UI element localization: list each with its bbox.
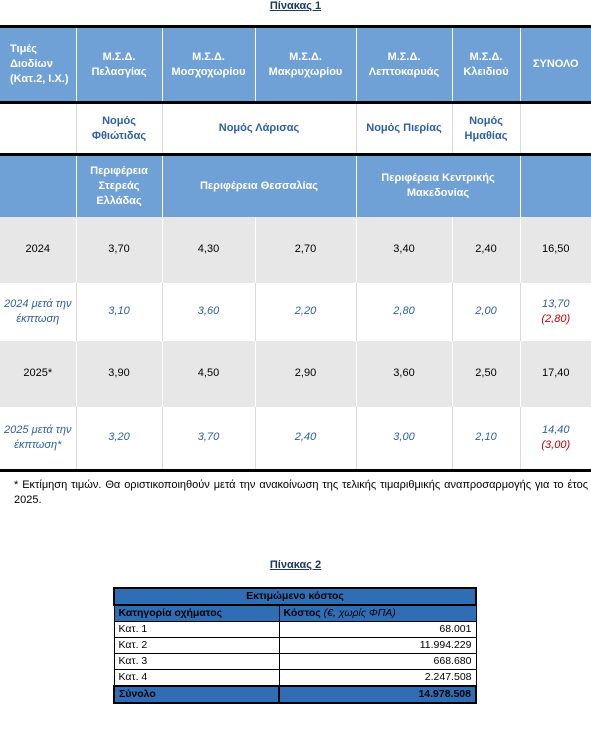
toll-prices-table <box>0 25 591 472</box>
table-row <box>0 407 591 471</box>
col-header-total: ΣΥΝΟΛΟ <box>520 27 591 103</box>
cost-cell: 68.001 <box>279 622 476 638</box>
price-cell: 2,10 <box>452 407 520 471</box>
empty-cell <box>520 103 591 155</box>
region-kentriki-makedonia: Περιφέρεια Κεντρικής Μακεδονίας <box>356 155 520 217</box>
row-label: 2024 μετά την έκπτωση <box>4 297 72 325</box>
table-row <box>0 217 591 283</box>
prefecture-fthiotida: Νομός Φθιώτιδας <box>76 103 162 155</box>
price-cell: 4,30 <box>162 217 255 283</box>
total-cell: 16,50 <box>520 217 591 283</box>
category-cell: Κατ. 4 <box>114 670 279 687</box>
table-row <box>0 341 591 407</box>
prefecture-row <box>0 103 591 155</box>
price-cell: 3,40 <box>356 217 452 283</box>
category-cell: Κατ. 3 <box>114 654 279 670</box>
category-cell: Κατ. 2 <box>114 638 279 654</box>
price-cell: 2,80 <box>356 283 452 341</box>
table-row <box>114 638 476 654</box>
table2-title: Πίνακας 2 <box>269 559 322 571</box>
total-value: 14,40 <box>541 423 570 436</box>
price-cell: 3,10 <box>76 283 162 341</box>
table-row <box>114 622 476 638</box>
cost-table-caption <box>114 588 476 605</box>
total-diff: (3,00) <box>541 438 571 451</box>
table-row <box>114 670 476 687</box>
cost-table <box>113 587 477 704</box>
cost-label: Κόστος <box>283 607 321 619</box>
cost-table-header <box>114 605 476 622</box>
header-row <box>0 27 591 103</box>
row-label: 2025* <box>0 341 76 407</box>
caption-cell: Εκτιμώμενο κόστος <box>114 588 476 605</box>
corner-header: Τιμές Διοδίων (Κατ.2, Ι.Χ.) <box>0 27 76 103</box>
price-cell: 2,40 <box>255 407 356 471</box>
col-header-cost <box>279 605 476 622</box>
category-cell: Κατ. 1 <box>114 622 279 638</box>
price-cell: 3,60 <box>356 341 452 407</box>
table-row <box>114 654 476 670</box>
price-cell: 4,50 <box>162 341 255 407</box>
price-cell: 2,00 <box>452 283 520 341</box>
total-cell: 17,40 <box>520 341 591 407</box>
total-cell <box>520 283 591 341</box>
total-value: 14.978.508 <box>279 686 476 703</box>
price-cell: 2,50 <box>452 341 520 407</box>
cost-cell: 2.247.508 <box>279 670 476 687</box>
price-cell: 2,40 <box>452 217 520 283</box>
price-cell: 2,70 <box>255 217 356 283</box>
col-header-pelasgia: Μ.Σ.Δ. Πελασγίας <box>76 27 162 103</box>
cost-note: (€, χωρίς ΦΠΑ) <box>323 607 396 619</box>
total-label: Σύνολο <box>114 686 279 703</box>
row-label: 2024 <box>0 217 76 283</box>
price-cell: 3,60 <box>162 283 255 341</box>
table1-title: Πίνακας 1 <box>269 0 322 12</box>
price-cell: 2,20 <box>255 283 356 341</box>
price-cell: 3,70 <box>162 407 255 471</box>
price-cell: 3,20 <box>76 407 162 471</box>
region-thessalia: Περιφέρεια Θεσσαλίας <box>162 155 356 217</box>
total-row <box>114 686 476 703</box>
cost-cell: 11.994.229 <box>279 638 476 654</box>
row-label: 2025 μετά την έκπτωση* <box>4 423 72 451</box>
col-header-kleidi: Μ.Σ.Δ. Κλειδιού <box>452 27 520 103</box>
empty-cell <box>0 155 76 217</box>
total-cell <box>520 407 591 471</box>
table-row <box>0 283 591 341</box>
col-header-moschochori: Μ.Σ.Δ. Μοσχοχωρίου <box>162 27 255 103</box>
footnote: * Εκτίμηση τιμών. Θα οριστικοποιηθούν μετά την ανακοίνωση της τελικής τιμαριθμικής αναπροσαρμογής για το έτος 2025. <box>14 479 588 506</box>
price-cell: 2,90 <box>255 341 356 407</box>
prefecture-larisa: Νομός Λάρισας <box>162 103 356 155</box>
empty-cell <box>0 103 76 155</box>
cost-cell: 668.680 <box>279 654 476 670</box>
region-sterea-ellada: Περιφέρεια Στερεάς Ελλάδας <box>76 155 162 217</box>
col-header-leptokarya: Μ.Σ.Δ. Λεπτοκαρυάς <box>356 27 452 103</box>
prefecture-pieria: Νομός Πιερίας <box>356 103 452 155</box>
price-cell: 3,00 <box>356 407 452 471</box>
region-row <box>0 155 591 217</box>
col-header-makrychori: Μ.Σ.Δ. Μακρυχωρίου <box>255 27 356 103</box>
col-header-category: Κατηγορία οχήματος <box>114 605 279 622</box>
price-cell: 3,90 <box>76 341 162 407</box>
total-diff: (2,80) <box>541 312 571 325</box>
empty-cell <box>520 155 591 217</box>
prefecture-imathia: Νομός Ημαθίας <box>452 103 520 155</box>
total-value: 13,70 <box>541 297 570 310</box>
price-cell: 3,70 <box>76 217 162 283</box>
